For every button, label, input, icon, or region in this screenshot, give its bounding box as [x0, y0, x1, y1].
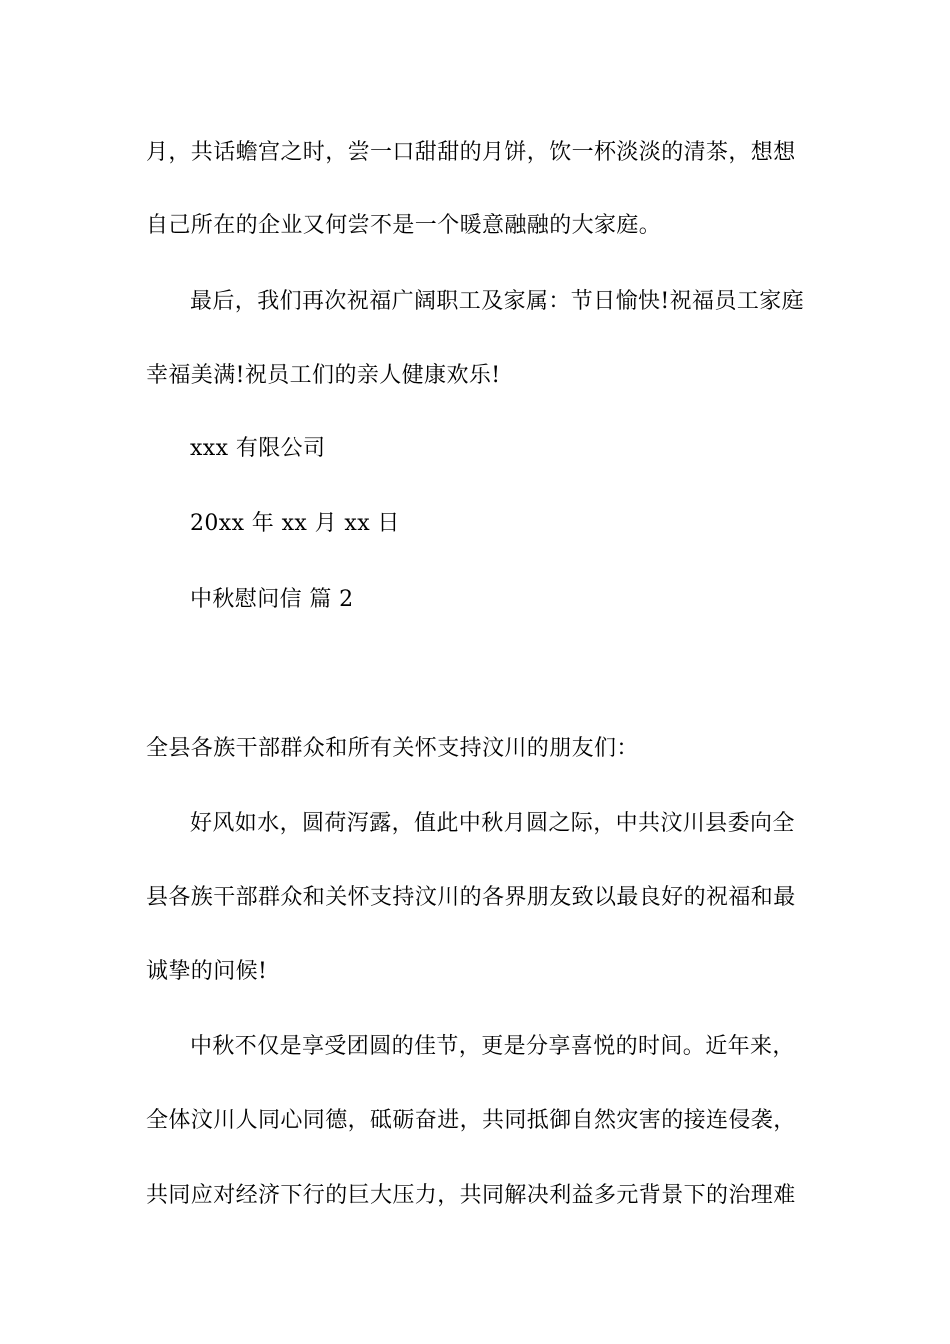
company-name: xxx 有限公司: [190, 436, 326, 461]
paragraph-line: 月，共话蟾宫之时，尝一口甜甜的月饼，饮一杯淡淡的清茶，想想: [146, 140, 796, 165]
salutation: 全县各族干部群众和所有关怀支持汶川的朋友们：: [146, 736, 639, 761]
letter-date: 20xx 年 xx 月 xx 日: [190, 511, 400, 536]
paragraph-line: 好风如水，圆荷泻露，值此中秋月圆之际，中共汶川县委向全: [190, 811, 795, 836]
paragraph-line: 幸福美满!祝员工们的亲人健康欢乐!: [146, 363, 501, 388]
paragraph-line: 诚挚的问候!: [146, 959, 268, 984]
paragraph-line: 共同应对经济下行的巨大压力，共同解决利益多元背景下的治理难: [146, 1183, 796, 1208]
paragraph-line: 最后，我们再次祝福广阔职工及家属：节日愉快!祝福员工家庭: [190, 289, 805, 314]
section-title: 中秋慰问信 篇 2: [190, 587, 354, 612]
paragraph-line: 中秋不仅是享受团圆的佳节，更是分享喜悦的时间。近年来，: [190, 1034, 795, 1059]
paragraph-line: 全体汶川人同心同德，砥砺奋进，共同抵御自然灾害的接连侵袭，: [146, 1108, 796, 1133]
paragraph-line: 自己所在的企业又何尝不是一个暖意融融的大家庭。: [146, 213, 662, 238]
paragraph-line: 县各族干部群众和关怀支持汶川的各界朋友致以最良好的祝福和最: [146, 885, 796, 910]
